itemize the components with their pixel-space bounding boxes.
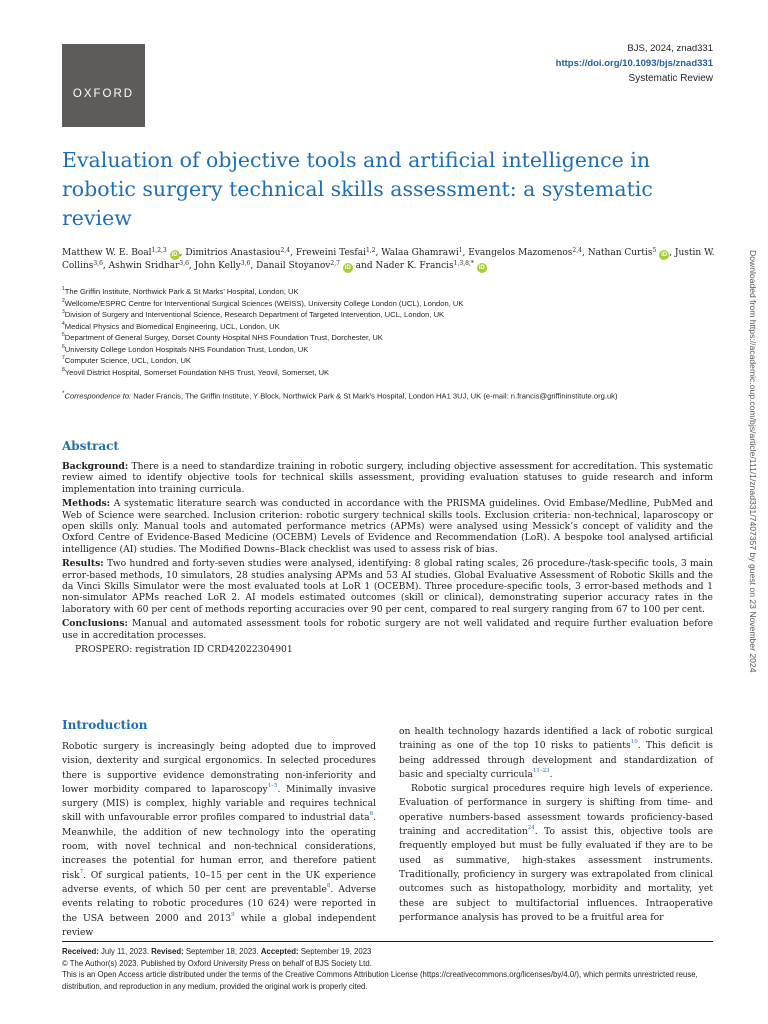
citation-ref[interactable]: 11–23 [532, 767, 550, 774]
author-list: Matthew W. E. Boal$^{1,2,3}$ iD , Dimitrios Anastasiou$^{2,4}$, Freweini Tesfai$^{1,2}$, Walaa Ghamrawi$^1$, Evangelos Mazomenos$^{2,4}$, Nathan Curtis$^5$ iD , Justin W. Collins$^{3,6}$, Ashwin Sridhar$^{3,6}$, John Kelly$^{3,6}$, Danail Stoyanov$^{2,7}$ iD and Nader K. Francis$^{1,3,8,*}$ iD [62, 247, 715, 271]
orcid-icon[interactable]: iD [171, 252, 178, 258]
intro-paragraph-1 [62, 740, 376, 940]
affiliation-text: University College London Hospitals NHS Foundation Trust, London, UK [64, 344, 309, 354]
affiliation-text: Computer Science, UCL, London, UK [64, 356, 191, 365]
author-name: Nader K. Francis [375, 261, 454, 271]
doi-link[interactable]: https://doi.org/10.1093/bjs/znad331 [555, 58, 713, 69]
body-text: . To assist this, objective tools are frequently employed but must be fully evaluated if they are to be used as summative, high-stakes assessment instruments. Traditionally, proficiency in surgery was extrapolated from clinical outcomes such as histopathology, morbidity and mortality, yet these are subject to multifactorial influences. Intraoperative performance analysis has proved to be a fruitful area for [399, 826, 714, 923]
affiliation-item [62, 367, 722, 379]
affiliation-number: 4 [62, 320, 65, 327]
author-name: John Kelly [194, 261, 241, 271]
author-affil-ref: 3,6 [179, 260, 189, 267]
abstract-heading: Abstract [62, 439, 119, 453]
intro-column-right [399, 725, 713, 925]
article-title: Evaluation of objective tools and artificial intelligence in robotic surgery technical skills assessment: a systematic review [62, 148, 653, 230]
affiliation-text: Medical Physics and Biomedical Engineering, UCL, London, UK [64, 321, 280, 331]
date-value: July 11, 2023. [101, 947, 149, 956]
abstract-section-text: Two hundred and forty-seven studies were analysed, identifying: 8 global rating scales, 26 procedure-/task-specific tools, 3 main error-based methods, 10 simulators, 28 studies analysing APMs and 53 AI studies. Global Evaluative Assessment of Robotic Skills and the da Vinci Skills Simulator were the most evaluated tools at LoR 1 (OCEBM). Three procedure-specific tools, 3 error-based methods and 1 non-simulator APMs reached LoR 2. AI models estimated outcomes (skill or clinical), demonstrating superior accuracy rates in the laboratory with 60 per cent of methods reporting accuracies over 90 per cent, compared to real surgery ranging from 67 to 100 per cent. [62, 558, 713, 615]
abstract-section [62, 498, 713, 555]
affiliation-text: Yeovil District Hospital, Somerset Foundation NHS Trust, Yeovil, Somerset, UK [64, 367, 330, 377]
abstract-section-text: Manual and automated assessment tools for robotic surgery are not well validated and require further evaluation before use in accreditation processes. [62, 618, 714, 641]
body-text: . Minimally invasive surgery (MIS) is complex, highly variable and requires technical skill with unfavourable error profiles compared to industrial data [62, 783, 376, 824]
citation-ref[interactable]: 10 [630, 739, 638, 746]
affiliation-item [62, 286, 722, 298]
abstract-section [62, 618, 713, 641]
article-footer [62, 946, 713, 992]
author-affil-ref: 1 [458, 247, 463, 254]
author-affil-ref: 1,2 [365, 247, 376, 254]
intro-paragraph-1-cont [399, 725, 713, 782]
abstract-section-label: Results: [62, 558, 104, 570]
affiliation-number: 3 [62, 309, 65, 315]
abstract-section-label: Methods: [62, 498, 111, 510]
journal-citation: BJS, 2024, znad331 [627, 43, 713, 54]
author-name: Matthew W. E. Boal [62, 248, 152, 258]
abstract-body [62, 461, 713, 659]
affiliation-text: The Griffin Institute, Northwick Park & St Marks’ Hospital, London, UK [64, 287, 299, 296]
body-text: . [549, 768, 553, 780]
copyright-line: © The Author(s) 2023. Published by Oxford University Press on behalf of BJS Society Ltd. [62, 958, 372, 968]
date-label: Revised: [151, 947, 184, 956]
citation-ref[interactable]: 9 [231, 911, 235, 918]
citation-ref[interactable]: 24 [527, 825, 535, 832]
affiliation-number: 1 [62, 286, 65, 292]
date-value: September 19, 2023 [300, 947, 372, 956]
article-type: Systematic Review [628, 73, 713, 84]
author-affil-ref: 2,4 [572, 247, 582, 254]
citation-ref[interactable]: 6 [369, 811, 374, 818]
introduction-heading: Introduction [62, 718, 148, 732]
author-affil-ref: 2,4 [280, 247, 291, 254]
body-text: Robotic surgery is increasingly being adopted due to improved vision, dexterity and surgical ergonomics. In selected procedures there is supportive evidence demonstrating non-inferiority and lower morbidity compared to laparoscopy [62, 741, 376, 795]
author-name: Dimitrios Anastasiou [185, 248, 281, 258]
affiliation-text: Department of General Surgey, Dorset County Hospital NHS Foundation Trust, Dorchester, UK [64, 333, 383, 342]
prospero-registration: PROSPERO: registration ID CRD42022304901 [75, 644, 293, 656]
author-affil-ref: 5 [652, 247, 657, 254]
author-name: Freweini Tesfai [295, 248, 366, 258]
affiliation-item [62, 332, 722, 344]
citation-ref[interactable]: 7 [79, 868, 84, 875]
affiliation-text: Wellcome/ESPRC Centre for Interventional Surgical Sciences (WEISS), University College London (UCL), London, UK [64, 298, 464, 308]
body-text: . Meanwhile, the addition of new technology into the operating room, with novel technical and non-technical considerations, increases the potential for human error, and therefore patient risk [62, 812, 376, 881]
affiliation-item [62, 321, 722, 333]
body-text: . This deficit is being addressed through development and standardization of basic and specialty curricula [399, 740, 713, 780]
orcid-icon[interactable]: iD [478, 265, 485, 271]
abstract-section [62, 461, 713, 495]
author-affil-ref: 3,6 [240, 260, 251, 267]
date-value: September 18, 2023. [185, 947, 259, 956]
abstract-section [62, 558, 713, 615]
author-name: Walaa Ghamrawi [381, 248, 459, 258]
download-watermark [746, 250, 758, 770]
affiliation-number: 5 [62, 332, 65, 338]
license-text: This is an Open Access article distributed under the terms of the Creative Commons Attribution License (https://creativecommons.org/licenses/by/4.0/), which permits unrestricted reuse, distribution, and reproduction in any medium, provided the original work is properly cited. [62, 970, 698, 991]
author-name: Evangelos Mazomenos [468, 248, 573, 258]
body-text: . Of surgical patients, 10–15 per cent in the UK experience adverse events, of which 50 per cent are preventable [62, 869, 376, 895]
intro-column-left [62, 740, 376, 940]
author-name: Danail Stoyanov [256, 261, 331, 271]
affiliation-number: 6 [62, 343, 65, 350]
article-dates [62, 946, 713, 958]
affiliation-number: 7 [62, 355, 65, 361]
abstract-section-label: Conclusions: [62, 618, 128, 630]
citation-ref[interactable]: 8 [326, 882, 331, 889]
citation-ref[interactable]: 1–5 [267, 782, 278, 789]
affiliation-item [62, 309, 722, 321]
logo-text: OXFORD [72, 88, 135, 100]
author-name: Nathan Curtis [587, 248, 653, 258]
affiliation-number: 8 [62, 366, 65, 373]
correspondence: *Correspondence to: Nader Francis, The Griffin Institute, Y Block, Northwick Park & St Mark’s Hospital, London HA1 3UJ, UK (e-mail: n.francis@griffininstitute.org.uk) [62, 390, 618, 401]
orcid-icon[interactable]: iD [661, 252, 668, 258]
abstract-section-label: Background: [62, 461, 129, 472]
abstract-section-text: There is a need to standardize training in robotic surgery, including objective assessment for accreditation. This systematic review aimed to identify objective tools for technical skills assessment, providing evaluation statuses to guide research and inform implementation into training curricula. [62, 461, 713, 495]
intro-paragraph-2 [399, 782, 713, 925]
correspondence-label: Correspondence to: [64, 391, 132, 401]
date-label: Accepted: [260, 947, 299, 956]
abstract-section-text: A systematic literature search was conducted in accordance with the PRISMA guidelines. Ovid Embase/Medline, PubMed and Web of Science were searched. Inclusion criterion: robotic surgery technical skills tools. Exclusion criteria: non-technical, laparoscopy or open skills only. Manual tools and automated performance metrics (APMs) were analysed using Messick’s concept of validity and the Oxford Centre of Evidence-Based Medicine (OCEBM) Levels of Evidence and Recommendation (LoR). A bespoke tool analysed artificial intelligence (AI) studies. The Modified Downs–Black checklist was used to assess risk of bias. [62, 498, 714, 555]
correspondence-text: Nader Francis, The Griffin Institute, Y Block, Northwick Park & St Mark’s Hospital, London HA1 3UJ, UK (e-mail: n.francis@griffininstitute.org.uk) [133, 391, 618, 401]
footer-divider [62, 941, 713, 942]
author-name: Ashwin Sridhar [108, 261, 180, 271]
body-text: Robotic surgical procedures require high levels of experience. Evaluation of performance in surgery is shifting from time- and operative numbers-based assessment towards proficiency-based training and accreditation [399, 783, 713, 838]
author-affil-ref: 3,6 [93, 260, 103, 267]
affiliation-text: Division of Surgery and Interventional Science, Research Department of Targeted Intervention, UCL, London, UK [64, 310, 445, 319]
affiliation-item [62, 344, 722, 356]
body-text: while a global independent review [62, 912, 376, 938]
author-affil-ref: 1,3,8,* [453, 260, 474, 267]
download-stamp-text: Downloaded from https://academic.oup.com/bjs/article/111/1/znad331/7407357 by guest on 23 November 2024 [748, 250, 758, 673]
body-text: on health technology hazards identified a lack of robotic surgical training as one of the top 10 risks to patients [399, 726, 713, 752]
orcid-icon[interactable]: iD [344, 265, 351, 271]
article-meta [556, 42, 713, 87]
body-text: . Adverse events relating to robotic procedures (10 624) were reported in the USA between 2000 and 2013 [62, 883, 377, 924]
author-name: Justin W. Collins [62, 248, 715, 271]
author-affil-ref: 1,2,3 [151, 247, 167, 254]
date-label: Received: [62, 947, 99, 956]
author-affil-ref: 2,7 [330, 260, 340, 267]
affiliation-list [62, 286, 722, 378]
affiliation-item [62, 355, 722, 367]
oxford-logo [62, 44, 145, 127]
affiliation-number: 2 [62, 297, 65, 304]
affiliation-item [62, 298, 722, 310]
